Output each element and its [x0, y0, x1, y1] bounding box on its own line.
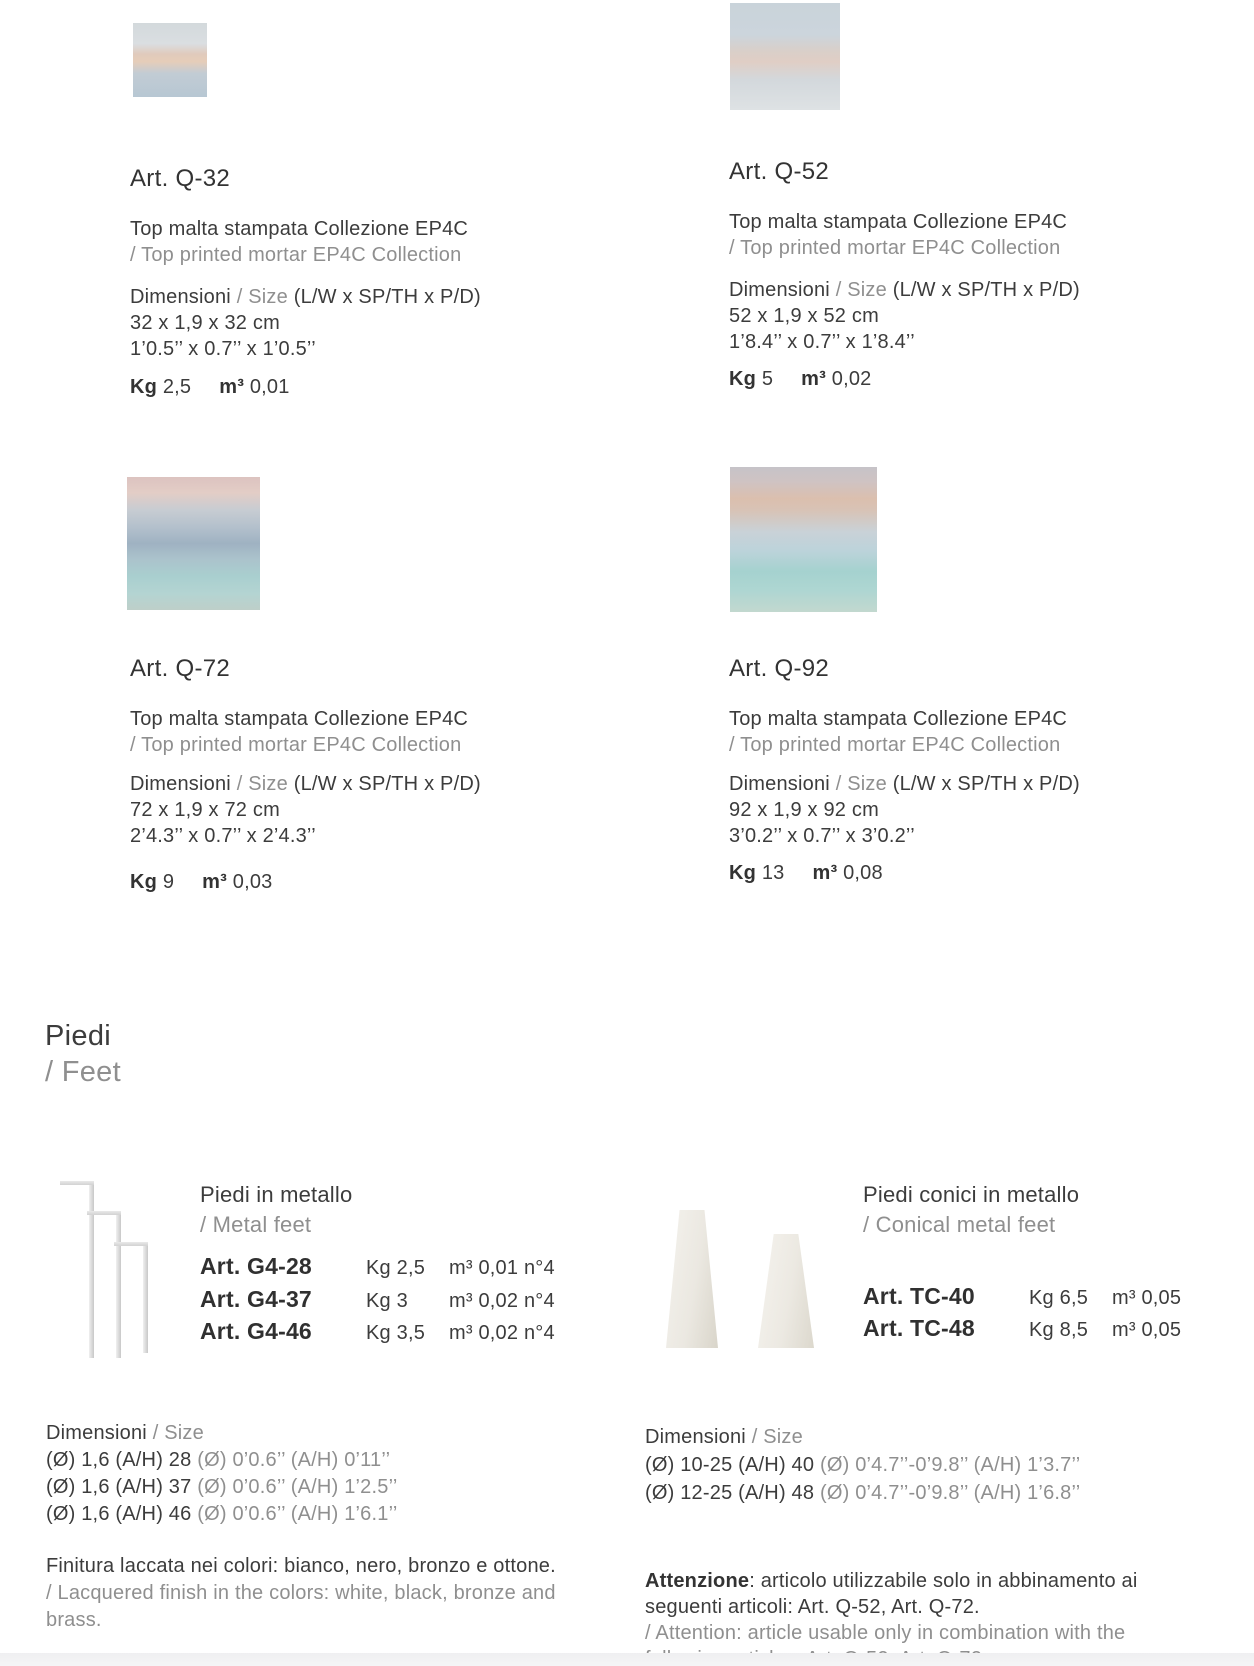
description-italian: Top malta stampata Collezione EP4C [729, 708, 1068, 730]
section-title-english: / Feet [45, 1056, 121, 1088]
conical-foot-image-large [666, 1210, 718, 1348]
dim-metric: (Ø) 12-25 (A/H) 48 [645, 1482, 815, 1504]
m3-label: m³ [202, 871, 227, 893]
page-bottom-strip [0, 1653, 1254, 1666]
metal-feet-row [200, 1318, 555, 1345]
attention-text: : articolo utilizzabile solo in abbinamento ai [749, 1570, 1138, 1592]
dim-label-it: Dimensioni [729, 773, 830, 795]
dimensions-imperial: 3’0.2’’ x 0.7’’ x 3’0.2’’ [729, 825, 915, 847]
dim-label-en: / Size [751, 1426, 803, 1448]
kg-label: Kg [130, 376, 158, 398]
metal-foot-top-plate [114, 1242, 148, 1246]
description-italian: Top malta stampata Collezione EP4C [130, 708, 469, 730]
metal-feet-row [200, 1253, 555, 1280]
dimension-line [46, 1474, 398, 1501]
metal-feet-row [200, 1286, 555, 1313]
dimensions-header [729, 277, 1080, 303]
product-q32-description [130, 216, 468, 268]
dim-spec: (L/W x SP/TH x P/D) [892, 773, 1080, 795]
dimension-line [46, 1501, 398, 1528]
dim-label-en: / Size [835, 279, 887, 301]
dim-label-en: / Size [236, 773, 288, 795]
weight: Kg 6,5 [1029, 1287, 1089, 1309]
m3-value: 0,01 [249, 376, 290, 398]
metal-feet-dimensions [46, 1420, 398, 1528]
description-english: / Top printed mortar EP4C Collection [729, 237, 1061, 259]
product-q72-title: Art. Q-72 [130, 655, 231, 682]
product-q92-description [729, 706, 1067, 758]
metal-feet-header [200, 1180, 352, 1240]
dimensions-header [46, 1420, 398, 1447]
m3-value: 0,02 [831, 368, 872, 390]
header-italian: Piedi in metallo [200, 1182, 353, 1207]
volume-qty: m³ 0,01 n°4 [449, 1257, 555, 1279]
product-q52-title: Art. Q-52 [729, 158, 830, 185]
product-q32-title: Art. Q-32 [130, 165, 231, 192]
dimensions-imperial: 1’0.5’’ x 0.7’’ x 1’0.5’’ [130, 338, 316, 360]
description-english: / Top printed mortar EP4C Collection [130, 734, 462, 756]
dimensions-imperial: 2’4.3’’ x 0.7’’ x 2’4.3’’ [130, 825, 316, 847]
product-q52-description [729, 209, 1067, 261]
product-q52-dimensions [729, 277, 1080, 355]
weight: Kg 2,5 [366, 1257, 426, 1279]
section-title-italian: Piedi [45, 1020, 111, 1052]
dimensions-imperial: 1’8.4’’ x 0.7’’ x 1’8.4’’ [729, 331, 915, 353]
dim-spec: (L/W x SP/TH x P/D) [293, 773, 481, 795]
dim-metric: (Ø) 1,6 (A/H) 28 [46, 1449, 192, 1471]
dimensions-header [645, 1423, 1080, 1451]
m3-label: m³ [801, 368, 826, 390]
art-number: Art. TC-48 [863, 1315, 975, 1341]
note-english-line1: / Attention: article usable only in combination with the [645, 1622, 1126, 1644]
kg-value: 5 [761, 368, 774, 390]
kg-label: Kg [729, 368, 757, 390]
dim-metric: (Ø) 1,6 (A/H) 37 [46, 1476, 192, 1498]
description-english: / Top printed mortar EP4C Collection [130, 244, 462, 266]
dimensions-metric: 72 x 1,9 x 72 cm [130, 799, 280, 821]
metal-foot-leg [143, 1242, 148, 1353]
dim-label-it: Dimensioni [130, 286, 231, 308]
product-q52-swatch-image [730, 3, 840, 110]
product-q72-dimensions [130, 771, 481, 849]
product-q72-description [130, 706, 468, 758]
kg-label: Kg [130, 871, 158, 893]
m3-value: 0,03 [232, 871, 273, 893]
dim-label-it: Dimensioni [46, 1422, 147, 1444]
dimension-line [46, 1447, 398, 1474]
attention-note [645, 1568, 1138, 1666]
dim-imperial: (Ø) 0’4.7’’-0’9.8’’ (A/H) 1’3.7’’ [819, 1454, 1081, 1476]
dim-label-en: / Size [152, 1422, 204, 1444]
kg-value: 9 [162, 871, 175, 893]
volume-qty: m³ 0,02 n°4 [449, 1290, 555, 1312]
product-q32-dimensions [130, 284, 481, 362]
dimension-line [645, 1479, 1080, 1507]
note-italian-line1 [645, 1568, 1138, 1594]
volume: m³ 0,05 [1112, 1287, 1182, 1309]
metal-foot-top-plate [87, 1211, 121, 1215]
art-number: Art. G4-37 [200, 1286, 312, 1312]
note-italian: Finitura laccata nei colori: bianco, nero, bronzo e ottone. [46, 1555, 556, 1577]
product-q92-swatch-image [730, 467, 877, 612]
art-number: Art. G4-46 [200, 1318, 312, 1344]
attention-label: Attenzione [645, 1570, 750, 1592]
dim-imperial: (Ø) 0’4.7’’-0’9.8’’ (A/H) 1’6.8’’ [819, 1482, 1081, 1504]
dim-label-it: Dimensioni [729, 279, 830, 301]
volume-qty: m³ 0,02 n°4 [449, 1322, 555, 1344]
dimensions-metric: 32 x 1,9 x 32 cm [130, 312, 280, 334]
note-english-line1: / Lacquered finish in the colors: white, black, bronze and [46, 1582, 556, 1604]
dim-label-en: / Size [236, 286, 288, 308]
dimensions-metric: 52 x 1,9 x 52 cm [729, 305, 879, 327]
m3-value: 0,08 [843, 862, 883, 884]
dimensions-header [130, 284, 481, 310]
dim-label-it: Dimensioni [645, 1426, 746, 1448]
finish-note [46, 1553, 556, 1634]
dim-metric: (Ø) 1,6 (A/H) 46 [46, 1503, 192, 1525]
kg-value: 2,5 [162, 376, 192, 398]
art-number: Art. G4-28 [200, 1253, 312, 1279]
weight: Kg 3,5 [366, 1322, 426, 1344]
kg-label: Kg [729, 862, 757, 884]
description-english: / Top printed mortar EP4C Collection [729, 734, 1061, 756]
note-english-line2: brass. [46, 1609, 102, 1631]
metal-feet-image [60, 1181, 155, 1363]
description-italian: Top malta stampata Collezione EP4C [729, 211, 1068, 233]
dimensions-metric: 92 x 1,9 x 92 cm [729, 799, 879, 821]
art-number: Art. TC-40 [863, 1283, 975, 1309]
feet-section-title [45, 1018, 121, 1090]
volume: m³ 0,05 [1112, 1319, 1182, 1341]
product-q92-weight-volume [729, 862, 883, 885]
dim-spec: (L/W x SP/TH x P/D) [892, 279, 1080, 301]
m3-label: m³ [219, 376, 245, 398]
dimensions-header [729, 771, 1080, 797]
product-q92-dimensions [729, 771, 1080, 849]
conical-feet-header [863, 1180, 1079, 1240]
product-q72-swatch-image [127, 477, 260, 610]
header-english: / Metal feet [200, 1212, 312, 1237]
product-q32-weight-volume [130, 376, 290, 399]
metal-foot-leg [116, 1211, 121, 1358]
dim-imperial: (Ø) 0’0.6’’ (A/H) 1’6.1’’ [197, 1503, 398, 1525]
conical-feet-row [863, 1315, 1181, 1342]
dim-label-en: / Size [835, 773, 887, 795]
conical-feet-dimensions [645, 1423, 1080, 1507]
conical-feet-row [863, 1283, 1181, 1310]
product-q72-weight-volume [130, 871, 273, 894]
header-italian: Piedi conici in metallo [863, 1182, 1080, 1207]
metal-foot-leg [89, 1181, 94, 1358]
product-q92-title: Art. Q-92 [729, 655, 830, 682]
dim-label-it: Dimensioni [130, 773, 231, 795]
dim-imperial: (Ø) 0’0.6’’ (A/H) 0’11’’ [197, 1449, 391, 1471]
product-q52-weight-volume [729, 368, 872, 391]
weight: Kg 8,5 [1029, 1319, 1089, 1341]
note-italian-line2: seguenti articoli: Art. Q-52, Art. Q-72. [645, 1596, 980, 1618]
metal-foot-top-plate [60, 1181, 94, 1185]
conical-foot-image-small [758, 1234, 814, 1348]
m3-label: m³ [812, 862, 838, 884]
description-italian: Top malta stampata Collezione EP4C [130, 218, 469, 240]
weight: Kg 3 [366, 1290, 408, 1312]
header-english: / Conical metal feet [863, 1212, 1056, 1237]
kg-value: 13 [761, 862, 785, 884]
dimensions-header [130, 771, 481, 797]
dim-imperial: (Ø) 0’0.6’’ (A/H) 1’2.5’’ [197, 1476, 398, 1498]
dim-metric: (Ø) 10-25 (A/H) 40 [645, 1454, 815, 1476]
dim-spec: (L/W x SP/TH x P/D) [293, 286, 481, 308]
dimension-line [645, 1451, 1080, 1479]
product-q32-swatch-image [133, 23, 207, 97]
